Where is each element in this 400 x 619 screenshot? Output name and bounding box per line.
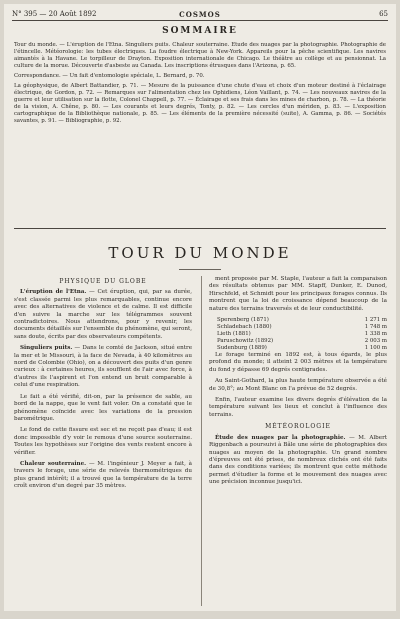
toc-block: La géophysique, de Albert Battandier, p. 71. — Mesure de la puissance d'une chute d'eau et choix d'un moteur destiné à l'éclairage électrique, de Gordon, p. 72. — Remarques sur l'alimentation chez les Ophidiens, Léon Vaillant, p. 74. — Les nouveaux navires de la guerre et leur utilisation sur la flotte, Colonel Chappell, p. 77. — Éclairage et ses frais dans les mines de charbon, p. 78. — La théorie de la vision, A. Chêne, p. 80. — Les courants et leurs degrés, Tonty, p. 82. — Les cercles d'un mériden, p. 83. — L'exposition cartographique de la Bibliothèque nationale, p. 85. — Les éléments de la première nécessité (suite), A. Gamma, p. 86. — Sociétés savantes, p. 91. — Bibliographie, p. 92.: [14, 83, 386, 124]
right-column: [209, 276, 387, 606]
subsection-heading: PHYSIQUE DU GLOBE: [59, 278, 147, 285]
paragraph-body: — Dans le comté de Jackson, situé entre la mer et le Missouri, à la face de Nevada, à 40 kilomètres au nord de Colombie (Ohio), on a découvert des puits d'un genre curieux : à certaines heures, ils soufflent de l'air avec force, à d'autres ils l'aspirent et l'on entend un bruit comparable à celui d'une respiration.: [14, 345, 192, 389]
row-value: 1 271 m: [364, 317, 387, 324]
paragraph-body: Le fond de cette fissure est sec et ne reçoit pas d'eau; il est donc impossible d'y voir le remous d'une source souterraine. Toutes les hypothèses sur l'origine des vents restent encore à vérifier.: [14, 427, 192, 456]
data-row: [209, 324, 387, 331]
paragraph-body: Au Saint-Gothard, la plus haute température observée a été de 30,8°; au Mont Blanc on l'a prévue de 52 degrés.: [209, 378, 387, 392]
paragraph-head: Étude des nuages par la photographie.: [215, 434, 346, 441]
magazine-page: [4, 4, 396, 611]
issue-number: N° 395 — 20 Août 1892: [12, 10, 97, 18]
paragraph-head: Chaleur souterraine.: [20, 460, 87, 467]
paragraph-body: — Cet éruption, qui, par sa durée, s'est classée parmi les plus remarquables, continue encore avec des alternatives de violence et de calme. Il est difficile d'en suivre la marche sur les télégrammes souvent contradictoires. Nous attendrons, pour y revenir, les documents détaillés sur l'ensemble du phénomène, qui seront, sans doute, écrits par des observateurs compétents.: [14, 289, 192, 340]
data-row: [209, 345, 387, 352]
paragraph-body: — M. l'ingénieur J. Meyer a fait, à travers le forage, une série de relevés thermométriques du plus grand intérêt; il a trouvé que la température de la terre croît environ d'un degré par 35 mètres.: [14, 460, 192, 490]
row-label: Sperenberg (1871): [217, 317, 269, 324]
paragraph-body: ment proposée par M. Staple, l'auteur a fait la comparaison des résultats obtenus par MM. Stapff, Dunker, E. Dunod, Hirschfeld, et Schmidt pour les principaux forages connus. Ils montrent que la loi de croissance dépend beaucoup de la nature des terrains traversés et de leur conductibilité.: [209, 276, 387, 312]
paragraph-body: — M. Albert Riggenbach a poursuivi à Bâle une série de photographies des nuages au moyen de la photographie. Un grand nombre d'épreuves ont été prises, de nombreux clichés ont été faits dans des conditions variées; ils montrent que cette méthode permet d'étudier la forme et le mouvement des nuages avec une précision inconnue jusqu'ici.: [209, 434, 387, 486]
paragraph: [209, 378, 387, 393]
subsection-heading: MÉTÉOROLOGIE: [265, 423, 331, 431]
table-of-contents: [14, 42, 386, 222]
paragraph: [14, 461, 192, 491]
data-row: [209, 317, 387, 324]
paragraph: [209, 435, 387, 487]
divider: [14, 228, 386, 229]
row-label: Lieth (1881): [217, 331, 251, 338]
section-title: TOUR DU MONDE: [108, 244, 292, 262]
row-label: Sudenburg (1889): [217, 345, 267, 352]
row-value: 1 748 m: [364, 324, 387, 331]
paragraph: [14, 394, 192, 424]
divider: [179, 269, 221, 270]
data-row: [209, 338, 387, 345]
paragraph: [14, 345, 192, 389]
paragraph-head: L'éruption de l'Etna.: [20, 289, 87, 296]
paragraph-body: Enfin, l'auteur examine les divers degrés d'élévation de la température suivant les lieux et conclut à l'influence des terrains.: [209, 397, 387, 418]
row-value: 1 100 m: [364, 345, 387, 352]
paragraph: [209, 276, 387, 313]
column-divider: [201, 276, 202, 606]
paragraph-head: Singuliers puits.: [20, 345, 73, 352]
paragraph-body: Le forage terminé en 1892 est, à tous égards, le plus profond du monde; il atteint 2 003 mètres et la température du fond y dépasse 69 degrés centigrades.: [209, 352, 387, 373]
paragraph-body: Le fait a été vérifié, dit-on, par la présence de sable, au bord de la nappe, que le vent fait voler. On a constaté que le phénomène coïncide avec les variations de la pression barométrique.: [14, 393, 192, 422]
paragraph: [14, 289, 192, 341]
row-value: 1 338 m: [364, 331, 387, 338]
journal-title: COSMOS: [179, 10, 221, 19]
paragraph: [209, 397, 387, 419]
row-label: Paruschowitz (1892): [217, 338, 274, 345]
page-number: 65: [379, 10, 388, 18]
row-value: 2 003 m: [364, 338, 387, 345]
left-column: [14, 276, 192, 606]
sommaire-title: SOMMAIRE: [162, 26, 238, 36]
toc-block: Correspondance. — Un fait d'entomologie spéciale, L. Bernard, p. 70.: [14, 73, 205, 79]
paragraph: [209, 352, 387, 374]
row-label: Schladebach (1880): [217, 324, 272, 331]
page-header: [12, 10, 388, 21]
paragraph: [14, 427, 192, 457]
toc-block: Tour du monde. — L'éruption de l'Etna. Singuliers puits. Chaleur souterraine. Étude des nuages par la photographie. Photographie de l'étincelle. Météorologie: les tubes électriques. La foudre électrique à New-York. Appareils pour la pêche scientifique. Les navires aimantés à la Havane. Le torpilleur de Drayton. Exposition internationale de Chicago. Le théâtre au collège et au pensionnat. La culture de la morue. Découverte d'asbeste au Canada. Les inscriptions étrusques dans l'Arizona, p. 65.: [14, 42, 386, 69]
data-row: [209, 331, 387, 338]
